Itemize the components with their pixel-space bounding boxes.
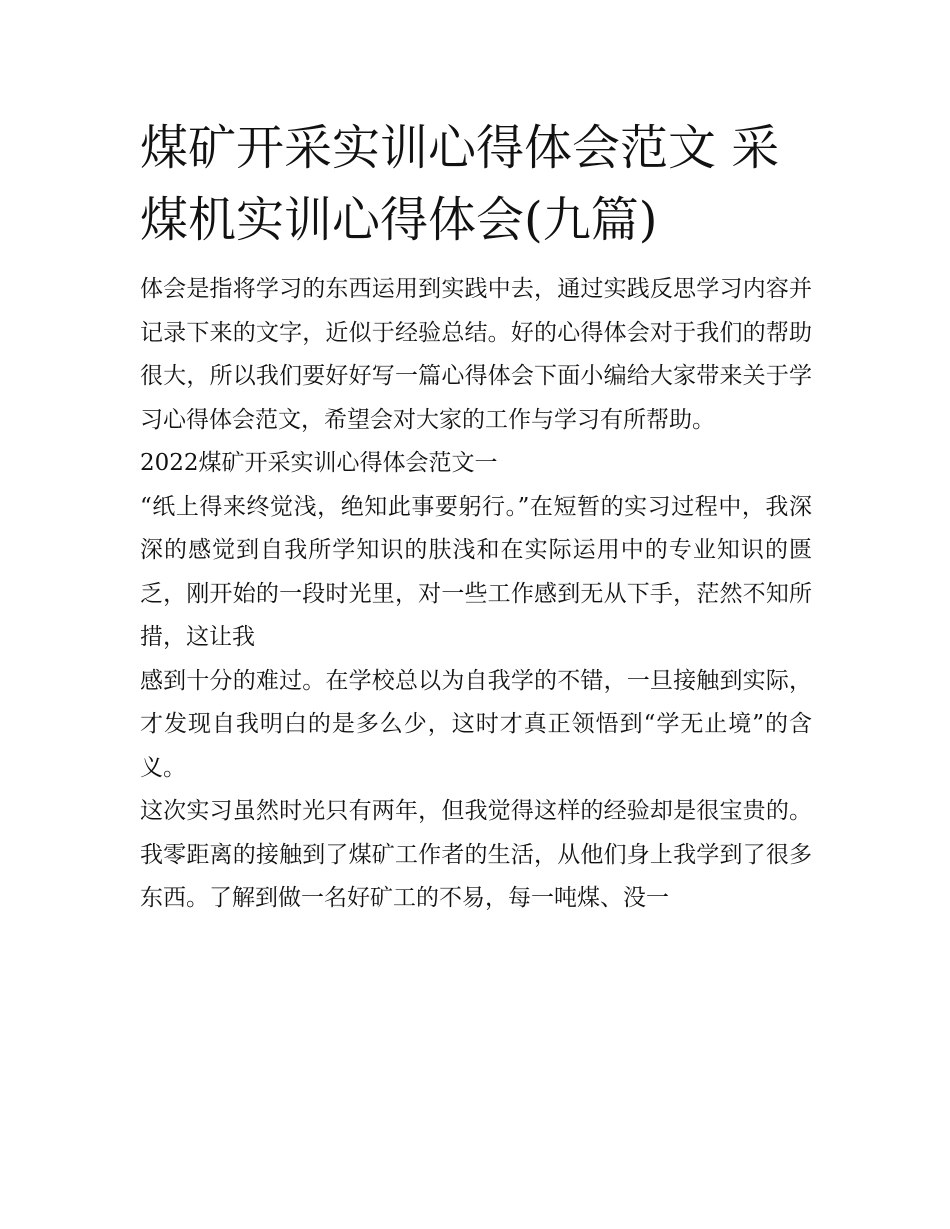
document-title: 煤矿开采实训心得体会范文 采煤机实训心得体会(九篇) — [140, 120, 780, 248]
document-body — [140, 112, 812, 921]
section-heading: 2022煤矿开采实训心得体会范文一 — [140, 450, 498, 476]
body-paragraph: 这次实习虽然时光只有两年，但我觉得这样的经验却是很宝贵的。我零距离的接触到了煤矿工作者的生活，从他们身上我学到了很多东西。了解到做一名好矿工的不易，每一吨煤、没一 — [140, 798, 812, 911]
body-paragraph: 感到十分的难过。在学校总以为自我学的不错，一旦接触到实际，才发现自我明白的是多么少，这时才真正领悟到“学无止境”的含义。 — [140, 667, 812, 781]
body-paragraph: “纸上得来终觉浅，绝知此事要躬行。”在短暂的实习过程中，我深深的感觉到自我所学知识的肤浅和在实际运用中的专业知识的匮乏，刚开始的一段时光里，对一些工作感到无从下手，茫然不知所措，这让我 — [140, 493, 812, 650]
intro-paragraph: 体会是指将学习的东西运用到实践中去，通过实践反思学习内容并记录下来的文字，近似于经验总结。好的心得体会对于我们的帮助很大，所以我们要好好写一篇心得体会下面小编给大家带来关于学习心得体会范文，希望会对大家的工作与学习有所帮助。 — [140, 276, 812, 433]
